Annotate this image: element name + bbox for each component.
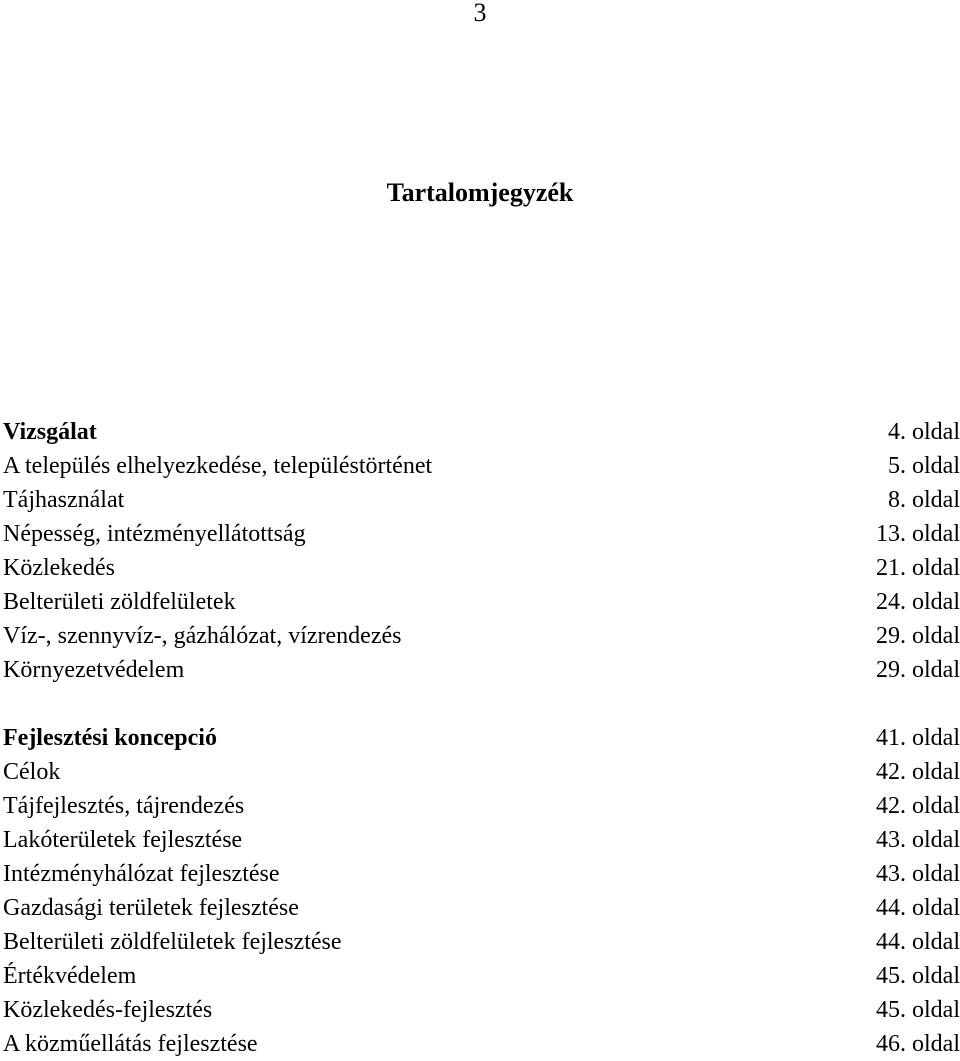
toc-entry-page: 43. oldal <box>876 827 960 853</box>
toc-entry-page: 29. oldal <box>876 657 960 683</box>
toc-entry-page: 8. oldal <box>888 487 960 513</box>
toc-entry-page: 45. oldal <box>876 963 960 989</box>
toc-entry-label: Gazdasági területek fejlesztése <box>3 895 299 921</box>
toc-entry-label: Víz-, szennyvíz-, gázhálózat, vízrendezés <box>3 623 402 649</box>
toc-entry[interactable] <box>3 551 960 585</box>
toc-entry[interactable] <box>3 619 960 653</box>
toc-entry[interactable] <box>3 823 960 857</box>
toc-entry-label: Tájhasználat <box>3 487 125 513</box>
page-number: 3 <box>473 0 487 27</box>
toc-entry[interactable] <box>3 891 960 925</box>
toc-entry-page: 4. oldal <box>888 419 960 445</box>
toc-entry-label: Célok <box>3 759 61 785</box>
toc-entry-label: Közlekedés <box>3 555 115 581</box>
toc-entry-label: A település elhelyezkedése, településtörténet <box>3 453 433 479</box>
toc-entry-page: 46. oldal <box>876 1031 960 1057</box>
toc-entry-label: Belterületi zöldfelületek <box>3 589 236 615</box>
toc-entry[interactable] <box>3 449 960 483</box>
toc-entry-page: 29. oldal <box>876 623 960 649</box>
toc-entry-label: Vizsgálat <box>3 419 97 445</box>
toc-section-fejlesztesi-koncepcio <box>3 721 960 1061</box>
toc-entry[interactable] <box>3 857 960 891</box>
toc-entry-page: 45. oldal <box>876 997 960 1023</box>
toc-entry-page: 44. oldal <box>876 895 960 921</box>
toc-entry-page: 13. oldal <box>876 521 960 547</box>
toc-entry[interactable] <box>3 925 960 959</box>
toc-entry-page: 43. oldal <box>876 861 960 887</box>
toc-entry-page: 21. oldal <box>876 555 960 581</box>
toc-entry-label: Tájfejlesztés, tájrendezés <box>3 793 245 819</box>
toc-entry[interactable] <box>3 653 960 687</box>
toc-entry[interactable] <box>3 993 960 1027</box>
toc-entry-page: 24. oldal <box>876 589 960 615</box>
toc-entry-label: Lakóterületek fejlesztése <box>3 827 243 853</box>
toc-entry[interactable] <box>3 585 960 619</box>
page-title: Tartalomjegyzék <box>386 178 574 207</box>
toc-entry-heading[interactable] <box>3 415 960 449</box>
toc-entry-page: 41. oldal <box>876 725 960 751</box>
toc-entry-heading[interactable] <box>3 721 960 755</box>
toc-entry-label: Népesség, intézményellátottság <box>3 521 306 547</box>
toc-entry-label: Intézményhálózat fejlesztése <box>3 861 280 887</box>
toc-entry-page: 5. oldal <box>888 453 960 479</box>
toc-entry[interactable] <box>3 517 960 551</box>
toc-section-vizsgalat <box>3 415 960 687</box>
toc-entry[interactable] <box>3 959 960 993</box>
toc-entry-page: 44. oldal <box>876 929 960 955</box>
toc-entry[interactable] <box>3 1027 960 1061</box>
toc-entry-label: Környezetvédelem <box>3 657 185 683</box>
toc-entry[interactable] <box>3 483 960 517</box>
toc-entry-page: 42. oldal <box>876 793 960 819</box>
toc-entry-label: Belterületi zöldfelületek fejlesztése <box>3 929 342 955</box>
toc-entry-label: Értékvédelem <box>3 963 137 989</box>
toc-entry[interactable] <box>3 755 960 789</box>
toc-entry-label: Fejlesztési koncepció <box>3 725 217 751</box>
toc-entry-page: 42. oldal <box>876 759 960 785</box>
toc-entry[interactable] <box>3 789 960 823</box>
toc-entry-label: Közlekedés-fejlesztés <box>3 997 213 1023</box>
toc-entry-label: A közműellátás fejlesztése <box>3 1031 258 1057</box>
